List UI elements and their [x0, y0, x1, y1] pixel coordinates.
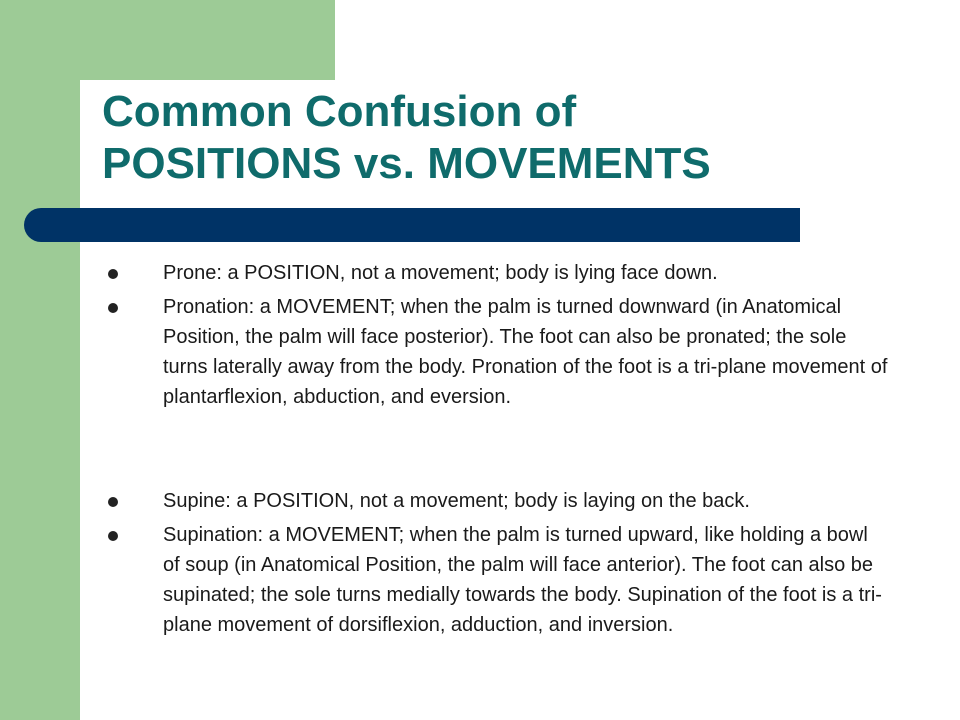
bullet-list-supine	[108, 486, 888, 640]
top-accent-block	[0, 0, 335, 80]
bullet-supination	[108, 520, 888, 640]
bullet-icon	[108, 303, 118, 313]
section-spacer	[108, 416, 888, 486]
bullet-icon	[108, 531, 118, 541]
bullet-icon	[108, 269, 118, 279]
bullet-supine	[108, 486, 888, 516]
bullet-pronation-text: Pronation: a MOVEMENT; when the palm is turned downward (in Anatomical Position, the palm will face posterior). The foot can also be pronated; the sole turns laterally away from the body. Pronation of the foot is a tri-plane movement of plantarflexion, abduction, and eversion.	[163, 296, 888, 408]
bullet-prone	[108, 258, 888, 288]
left-accent-band	[0, 0, 80, 720]
bullet-supine-text: Supine: a POSITION, not a movement; body is laying on the back.	[163, 490, 750, 512]
slide-title-line2: POSITIONS vs. MOVEMENTS	[102, 139, 711, 188]
bullet-supination-text: Supination: a MOVEMENT; when the palm is turned upward, like holding a bowl of soup (in Anatomical Position, the palm will face anterior). The foot can also be supinated; the sole turns medially towards the body. Supination of the foot is a tri-plane movement of dorsiflexion, adduction, and inversion.	[163, 524, 882, 636]
title-underline-bar	[24, 208, 800, 242]
bullet-list-prone	[108, 258, 888, 412]
bullet-pronation	[108, 292, 888, 412]
bullet-icon	[108, 497, 118, 507]
bullet-prone-text: Prone: a POSITION, not a movement; body is lying face down.	[163, 262, 718, 284]
slide-content	[108, 258, 888, 644]
slide-title	[102, 86, 862, 190]
slide-title-line1: Common Confusion of	[102, 87, 577, 136]
